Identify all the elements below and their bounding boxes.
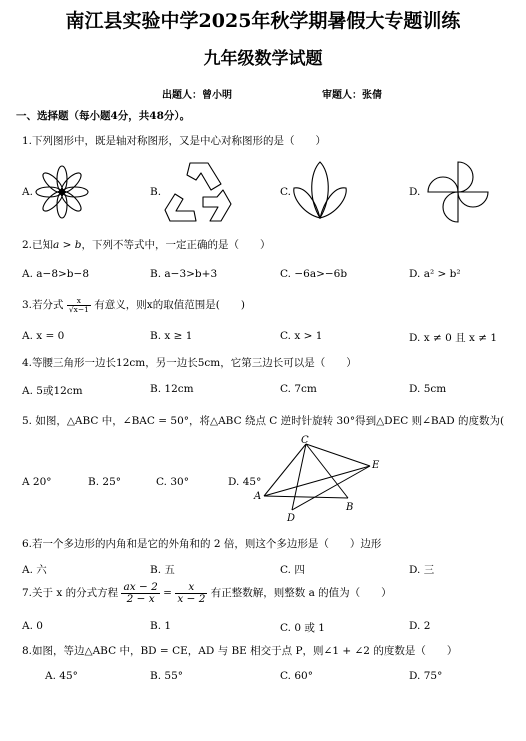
question-8-stem: 8.如图，等边△ABC 中，BD = CE，AD 与 BE 相交于点 P，则∠1 + ∠2 的度数是（ ） xyxy=(22,645,458,657)
q3-option-a: A. x = 0 xyxy=(22,330,65,342)
q5-option-c: C. 30° xyxy=(156,476,189,488)
q2-option-c: C. −6a>−6b xyxy=(280,268,348,280)
question-3-stem xyxy=(22,297,245,313)
section-heading: 一、选择题（每小题4分，共48分）。 xyxy=(16,110,191,122)
q7-option-d: D. 2 xyxy=(409,620,431,632)
q5-point-b: B xyxy=(346,502,354,513)
q5-point-c: C xyxy=(301,435,309,446)
q1-option-c-label: C. xyxy=(280,186,291,198)
q5-rotation-diagram xyxy=(254,436,384,522)
q3-stem-pre: 3.若分式 xyxy=(22,299,64,311)
q2-condition: a xyxy=(53,239,60,251)
q8-option-b: B. 55° xyxy=(150,670,184,682)
q5-option-a: A 20° xyxy=(22,476,52,488)
q7-right-denominator: x − 2 xyxy=(177,592,206,605)
q1-figure-c-petals xyxy=(290,160,350,224)
exam-subtitle: 九年级数学试题 xyxy=(203,49,323,69)
q1-option-b-label: B. xyxy=(150,186,162,198)
q3-option-b: B. x ≥ 1 xyxy=(150,330,193,342)
q5-option-b: B. 25° xyxy=(88,476,122,488)
q6-option-b: B. 五 xyxy=(150,564,175,576)
q2-gt: > xyxy=(59,239,75,251)
q7-fraction-left xyxy=(121,582,159,604)
q8-option-c: C. 60° xyxy=(280,670,313,682)
question-2-stem xyxy=(22,237,271,252)
q2-stem-pre: 2.已知 xyxy=(22,239,54,251)
q7-right-numerator: x xyxy=(175,582,207,594)
question-6-stem: 6.若一个多边形的内角和是它的外角和的 2 倍，则这个多边形是（ ）边形 xyxy=(22,538,382,550)
question-4-stem: 4.等腰三角形一边长12cm，另一边长5cm，它第三边长可以是（ ） xyxy=(22,357,357,369)
q6-option-c: C. 四 xyxy=(280,564,305,576)
q1-option-a-label: A. xyxy=(22,186,33,198)
q2-option-b: B. a−3>b+3 xyxy=(150,268,218,280)
q3-fraction xyxy=(67,297,91,313)
q7-option-c: C. 0 或 1 xyxy=(280,622,325,634)
q1-option-d-label: D. xyxy=(409,186,421,198)
q1-figure-a-flower xyxy=(34,163,90,221)
q7-stem-post: 有正整数解，则整数 a 的值为（ ） xyxy=(210,587,392,599)
q4-option-d: D. 5cm xyxy=(409,383,447,395)
q7-equals: = xyxy=(163,587,172,599)
q5-point-d: D xyxy=(287,513,296,524)
q5-point-a: A xyxy=(254,491,262,502)
exam-title: 南江县实验中学2025年秋学期暑假大专题训练 xyxy=(65,10,461,32)
q7-option-b: B. 1 xyxy=(150,620,172,632)
q3-option-d: D. x ≠ 0 且 x ≠ 1 xyxy=(409,332,498,344)
q6-option-a: A. 六 xyxy=(22,564,47,576)
q3-fraction-denominator: √x−1 xyxy=(68,304,89,314)
q5-option-d: D. 45° xyxy=(228,476,262,488)
q5-point-e: E xyxy=(372,460,380,471)
q8-option-a: A. 45° xyxy=(45,670,78,682)
q2-option-a: A. a−8>b−8 xyxy=(22,268,89,280)
q1-figure-d-pinwheel xyxy=(424,159,492,225)
q8-option-d: D. 75° xyxy=(409,670,443,682)
q2-condition-b: b xyxy=(74,239,82,251)
q3-option-c: C. x > 1 xyxy=(280,330,323,342)
q7-fraction-right xyxy=(175,582,207,604)
question-5-stem: 5. 如图，△ABC 中，∠BAC = 50°，将△ABC 绕点 C 逆时针旋转 30°得到△DEC 则∠BAD 的度数为( xyxy=(22,415,505,427)
q7-option-a: A. 0 xyxy=(22,620,43,632)
q7-stem-pre: 7.关于 x 的分式方程 xyxy=(22,587,119,599)
q3-stem-post: 有意义，则x的取值范围是( ) xyxy=(94,299,245,311)
q4-option-c: C. 7cm xyxy=(280,383,317,395)
author-label: 出题人：曾小明 xyxy=(162,90,232,101)
reviewer-label: 审题人：张倩 xyxy=(322,90,382,101)
q4-option-a: A. 5或12cm xyxy=(22,385,83,397)
q2-option-d: D. a² > b² xyxy=(409,268,461,280)
question-1-stem: 1.下列图形中，既是轴对称图形，又是中心对称图形的是（ ） xyxy=(22,135,327,147)
q2-stem-mid: ，下列不等式中，一定正确的是（ ） xyxy=(81,239,271,251)
q1-figure-b-recycle xyxy=(163,160,233,224)
q4-option-b: B. 12cm xyxy=(150,383,194,395)
question-7-stem xyxy=(22,582,392,604)
q6-option-d: D. 三 xyxy=(409,564,435,576)
q7-left-denominator: 2 − x xyxy=(126,592,155,605)
q3-fraction-numerator: x xyxy=(67,297,91,306)
q7-left-numerator: ax − 2 xyxy=(123,581,158,593)
